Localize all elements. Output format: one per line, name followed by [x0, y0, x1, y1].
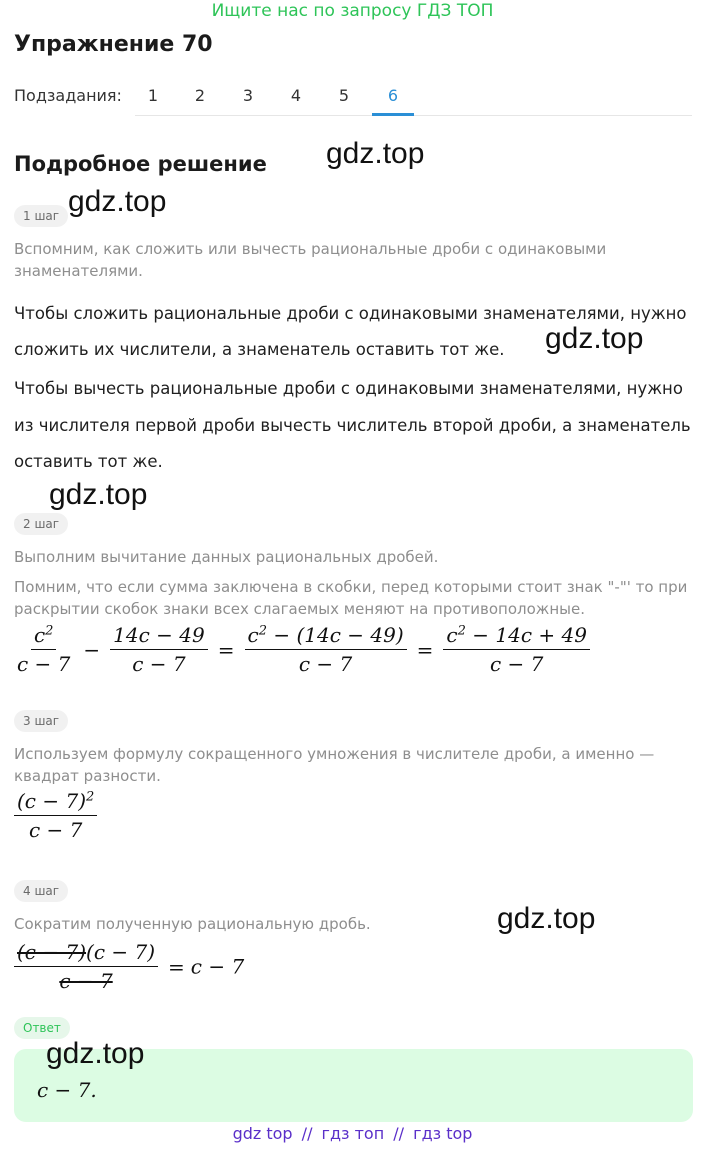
fraction: $\frac{c^2}{c - 7}$	[17, 623, 71, 676]
cancelled-factor: c − 7	[59, 969, 113, 993]
footer-separator: //	[393, 1124, 405, 1143]
step-1-rule-sub: Чтобы вычесть рациональные дроби с одинаковыми знаменателями, нужно из числителя первой дроби вычесть числитель второй дроби, а знаменатель оставить тот же.	[14, 379, 691, 471]
promo-banner: Ищите нас по запросу ГДЗ ТОП	[211, 1, 494, 21]
answer-badge: Ответ	[14, 1017, 70, 1039]
subtask-tabs	[14, 86, 704, 116]
fraction: $\frac{(c - 7)(c - 7)}{c - 7}$	[14, 940, 158, 993]
fraction: $\frac{(c - 7)^2}{c - 7}$	[14, 789, 97, 842]
step-1-badge: 1 шаг	[14, 205, 68, 227]
watermark: gdz.top	[49, 478, 148, 511]
footer-link[interactable]: гдз top	[413, 1124, 473, 1143]
subtask-tab-5[interactable]: 5	[338, 86, 350, 105]
fraction: $\frac{c^2 - (14c - 49)}{c - 7}$	[245, 623, 407, 676]
section-title: Подробное решение	[14, 152, 267, 176]
fraction: $\frac{c^2 - 14c + 49}{c - 7}$	[443, 623, 590, 676]
step-4-equation: $\frac{(c - 7)(c - 7)}{c - 7}$ = c − 7	[10, 940, 244, 993]
step-1-intro: Вспомним, как сложить или вычесть рациональные дроби с одинаковыми знаменателями.	[14, 240, 607, 280]
watermark: gdz.top	[497, 902, 596, 935]
subtask-tab-6[interactable]: 6	[387, 86, 399, 105]
fraction: $\frac{14c - 49}{c - 7}$	[110, 623, 208, 676]
step-2-note: Помним, что если сумма заключена в скобки, перед которыми стоит знак "-"' то при раскрытии скобок знаки всех слагаемых меняют на противоположные.	[14, 578, 688, 618]
step-2-intro: Выполним вычитание данных рациональных дробей.	[14, 548, 439, 566]
subtask-tab-2[interactable]: 2	[194, 86, 206, 105]
subtask-tab-4[interactable]: 4	[290, 86, 302, 105]
watermark: gdz.top	[46, 1037, 145, 1070]
watermark: gdz.top	[68, 185, 167, 218]
subtasks-label: Подзадания:	[14, 86, 122, 105]
footer-link[interactable]: гдз топ	[321, 1124, 385, 1143]
step-4-intro: Сократим полученную рациональную дробь.	[14, 915, 371, 933]
watermark: gdz.top	[326, 137, 425, 170]
active-tab-indicator	[372, 113, 414, 116]
subtask-tab-3[interactable]: 3	[242, 86, 254, 105]
subtask-tab-1[interactable]: 1	[147, 86, 159, 105]
step-3-equation	[10, 789, 101, 842]
step-4-badge: 4 шаг	[14, 880, 68, 902]
footer-link[interactable]: gdz top	[232, 1124, 293, 1143]
page-title: Упражнение 70	[14, 32, 213, 57]
step-2-badge: 2 шаг	[14, 513, 68, 535]
answer-value: c − 7.	[37, 1078, 97, 1102]
step-1-rule-add: Чтобы сложить рациональные дроби с одинаковыми знаменателями, нужно сложить их числители, а знаменатель оставить тот же.	[14, 304, 687, 359]
footer-separator: //	[301, 1124, 313, 1143]
cancelled-factor: (c − 7)	[17, 940, 87, 964]
footer-links	[0, 1124, 705, 1143]
step-2-equation: $\frac{c^2}{c - 7}$ − $\frac{14c - 49}{c - 7}$ = $\frac{c^2 - (14c - 49)}{c - 7}$ = $\frac{c^2 - 14c + 49}{c - 7}$	[10, 623, 594, 676]
step-3-badge: 3 шаг	[14, 710, 68, 732]
watermark: gdz.top	[545, 322, 644, 355]
step-3-intro: Используем формулу сокращенного умножения в числителе дроби, а именно — квадрат разности.	[14, 745, 655, 785]
